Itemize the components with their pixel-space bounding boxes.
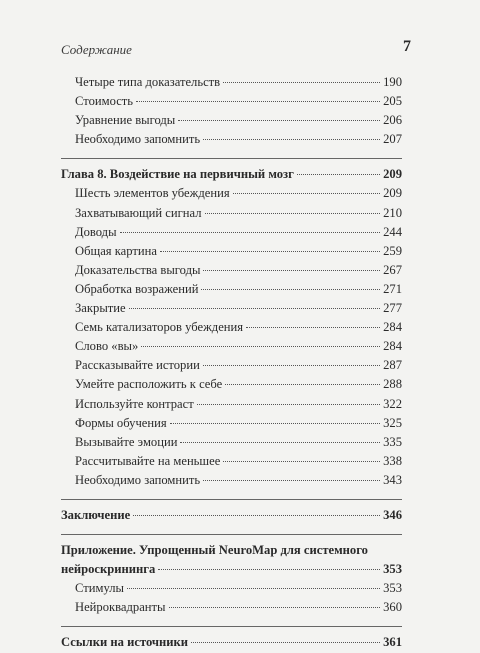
dot-leader	[180, 442, 380, 443]
toc-entry[interactable]	[61, 433, 402, 452]
toc-entry[interactable]	[61, 471, 402, 490]
running-title: Содержание	[61, 42, 132, 57]
previous-chapter-items	[61, 73, 402, 149]
toc-entry-page: 360	[383, 600, 402, 615]
dot-leader	[158, 569, 380, 570]
toc-entry-page: 338	[383, 453, 402, 468]
dot-leader	[160, 251, 380, 252]
toc-entry-page: 205	[383, 94, 402, 109]
toc-entry-page: 209	[383, 167, 402, 182]
section-divider	[61, 534, 402, 535]
toc-entry-label: Четыре типа доказательств	[75, 75, 221, 89]
toc-entry-label-line2: нейроскрининга	[61, 562, 156, 577]
toc-entry-label: Рассказывайте истории	[75, 358, 200, 373]
toc-entry-label: Доводы	[75, 224, 117, 239]
table-of-contents	[61, 73, 402, 653]
toc-entry-page: 287	[383, 358, 402, 373]
dot-leader	[203, 480, 380, 481]
dot-leader	[297, 174, 380, 175]
toc-entry-page: 277	[383, 301, 402, 316]
page-number: 7	[403, 38, 411, 55]
toc-entry[interactable]	[61, 598, 402, 617]
toc-entry[interactable]	[61, 337, 402, 356]
toc-entry[interactable]	[61, 579, 402, 598]
dot-leader	[246, 327, 380, 328]
toc-entry-label: Семь катализаторов убеждения	[75, 320, 244, 335]
dot-leader	[233, 193, 381, 194]
toc-entry-label: Умейте расположить к себе	[75, 377, 223, 392]
toc-entry-page: 322	[383, 396, 402, 411]
toc-entry-page: 325	[383, 415, 402, 430]
toc-entry-label: Обработка возражений	[75, 281, 199, 296]
toc-entry-label: Закрытие	[75, 301, 126, 316]
toc-entry[interactable]	[61, 395, 402, 414]
dot-leader	[223, 461, 380, 462]
toc-entry-label: Доказательства выгоды	[75, 262, 201, 277]
toc-entry-label: Необходимо запомнить	[75, 132, 201, 147]
toc-entry-page: 335	[383, 434, 402, 449]
toc-entry-page: 210	[383, 205, 402, 220]
chapter-8-items	[61, 184, 402, 490]
toc-entry-label: Заключение	[61, 507, 131, 522]
toc-entry-page: 284	[383, 339, 402, 354]
dot-leader	[201, 289, 380, 290]
toc-entry[interactable]	[61, 73, 402, 92]
toc-entry[interactable]	[61, 318, 402, 337]
toc-entry-page: 353	[383, 581, 402, 596]
toc-entry-label: Вызывайте эмоции	[75, 434, 178, 449]
dot-leader	[178, 120, 380, 121]
dot-leader	[191, 642, 380, 643]
toc-entry[interactable]	[61, 261, 402, 280]
toc-entry-page: 190	[383, 75, 402, 89]
toc-entry-page: 288	[383, 377, 402, 392]
section-divider	[61, 626, 402, 627]
dot-leader	[133, 515, 380, 516]
dot-leader	[127, 588, 380, 589]
dot-leader	[197, 404, 380, 405]
dot-leader	[136, 101, 380, 102]
dot-leader	[225, 384, 380, 385]
toc-entry-page: 343	[383, 472, 402, 487]
toc-chapter-8[interactable]	[61, 165, 402, 184]
toc-entry-page: 207	[383, 132, 402, 147]
toc-entry-label: Используйте контраст	[75, 396, 194, 411]
toc-entry-label: Ссылки на источники	[61, 635, 189, 650]
toc-entry-label: Общая картина	[75, 243, 157, 258]
dot-leader	[170, 423, 380, 424]
toc-conclusion[interactable]	[61, 506, 402, 525]
dot-leader	[141, 346, 380, 347]
section-divider	[61, 499, 402, 500]
toc-entry[interactable]	[61, 280, 402, 299]
dot-leader	[120, 232, 381, 233]
toc-entry-page: 353	[383, 562, 402, 577]
toc-entry[interactable]	[61, 242, 402, 261]
toc-entry-page: 284	[383, 320, 402, 335]
toc-entry-label: Формы обучения	[75, 415, 167, 430]
appendix-items	[61, 579, 402, 617]
toc-entry[interactable]	[61, 299, 402, 318]
section-divider	[61, 158, 402, 159]
toc-entry[interactable]	[61, 92, 402, 111]
toc-entry[interactable]	[61, 452, 402, 471]
toc-entry[interactable]	[61, 375, 402, 394]
toc-entry[interactable]	[61, 356, 402, 375]
toc-entry[interactable]	[61, 414, 402, 433]
toc-entry-page: 259	[383, 243, 402, 258]
toc-entry-page: 267	[383, 262, 402, 277]
toc-entry[interactable]	[61, 223, 402, 242]
toc-appendix[interactable]	[61, 541, 402, 579]
dot-leader	[203, 365, 380, 366]
dot-leader	[223, 82, 380, 83]
toc-entry-page: 206	[383, 113, 402, 128]
toc-entry-label: Нейроквадранты	[75, 600, 166, 615]
dot-leader	[169, 607, 381, 608]
dot-leader	[129, 308, 381, 309]
toc-entry-page: 361	[383, 635, 402, 650]
dot-leader	[203, 139, 380, 140]
toc-entry-label: Захватывающий сигнал	[75, 205, 202, 220]
toc-entry-label: Рассчитывайте на меньшее	[75, 453, 221, 468]
toc-entry[interactable]	[61, 204, 402, 223]
toc-entry[interactable]	[61, 130, 402, 149]
toc-entry-label: Глава 8. Воздействие на первичный мозг	[61, 167, 294, 182]
toc-entry-label: Стоимость	[75, 94, 134, 109]
toc-entry-label: Шесть элементов убеждения	[75, 186, 230, 201]
toc-entry-label-line1: Приложение. Упрощенный NeuroMap для системного	[61, 543, 368, 558]
toc-entry-label: Уравнение выгоды	[75, 113, 176, 128]
toc-entry-page: 346	[383, 507, 402, 522]
toc-entry-label: Необходимо запомнить	[75, 472, 201, 487]
toc-entry[interactable]	[61, 184, 402, 203]
toc-entry-page: 209	[383, 186, 402, 201]
toc-entry-label: Слово «вы»	[75, 339, 139, 354]
toc-entry-page: 244	[383, 224, 402, 239]
toc-entry[interactable]	[61, 111, 402, 130]
dot-leader	[205, 213, 381, 214]
dot-leader	[203, 270, 380, 271]
toc-entry-page: 271	[383, 281, 402, 296]
toc-entry-label: Стимулы	[75, 581, 124, 596]
